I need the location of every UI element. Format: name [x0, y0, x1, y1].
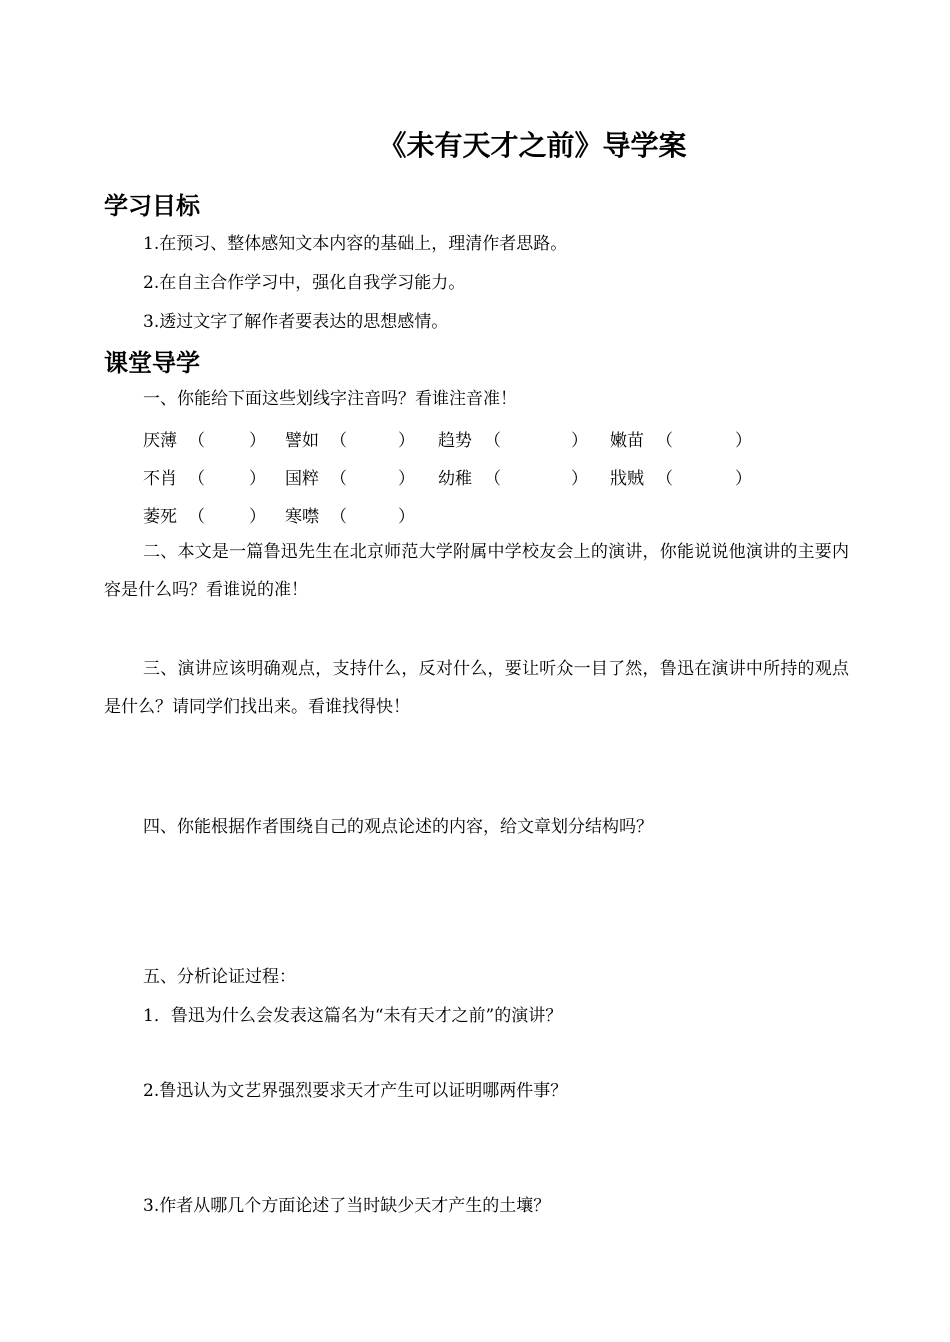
open-paren: （ [330, 431, 347, 451]
close-paren: ） [398, 469, 415, 489]
close-paren: ） [398, 431, 415, 451]
goal-item: 3.透过文字了解作者要表达的思想感情。 [143, 312, 449, 332]
open-paren: （ [484, 469, 501, 489]
close-paren: ） [249, 469, 266, 489]
open-paren: （ [656, 469, 673, 489]
goals-heading: 学习目标 [104, 192, 200, 220]
pinyin-word: 趋势 [438, 431, 472, 451]
pinyin-row [0, 426, 950, 450]
pinyin-word: 不肖 [143, 469, 177, 489]
close-paren: ） [735, 469, 752, 489]
open-paren: （ [330, 507, 347, 527]
question-1: 一、你能给下面这些划线字注音吗？看谁注音准！ [143, 389, 517, 409]
goal-item: 2.在自主合作学习中，强化自我学习能力。 [143, 273, 466, 293]
goal-item: 1.在预习、整体感知文本内容的基础上，理清作者思路。 [143, 234, 568, 254]
open-paren: （ [656, 431, 673, 451]
pinyin-word: 寒噤 [285, 507, 319, 527]
open-paren: （ [330, 469, 347, 489]
pinyin-row [0, 464, 950, 488]
pinyin-word: 国粹 [285, 469, 319, 489]
close-paren: ） [249, 507, 266, 527]
question-2: 二、本文是一篇鲁迅先生在北京师范大学附属中学校友会上的演讲，你能说说他演讲的主要内容是什么吗？看谁说的准！ [104, 542, 849, 600]
guide-heading: 课堂导学 [104, 349, 200, 377]
page-title: 《未有天才之前》导学案 [378, 129, 687, 162]
close-paren: ） [571, 431, 588, 451]
question-5-item: 2.鲁迅认为文艺界强烈要求天才产生可以证明哪两件事？ [143, 1081, 568, 1101]
close-paren: ） [249, 431, 266, 451]
question-3: 三、演讲应该明确观点，支持什么，反对什么，要让听众一目了然，鲁迅在演讲中所持的观点是什么？请同学们找出来。看谁找得快！ [104, 659, 849, 717]
open-paren: （ [188, 469, 205, 489]
open-paren: （ [188, 507, 205, 527]
open-paren: （ [188, 431, 205, 451]
close-paren: ） [398, 507, 415, 527]
pinyin-row [0, 502, 950, 526]
question-4: 四、你能根据作者围绕自己的观点论述的内容，给文章划分结构吗？ [143, 817, 653, 837]
pinyin-word: 嫩苗 [610, 431, 644, 451]
question-5-item: 3.作者从哪几个方面论述了当时缺少天才产生的土壤？ [143, 1196, 551, 1216]
question-5: 五、分析论证过程： [143, 967, 296, 987]
close-paren: ） [571, 469, 588, 489]
pinyin-word: 萎死 [143, 507, 177, 527]
open-paren: （ [484, 431, 501, 451]
pinyin-word: 戕贼 [610, 469, 644, 489]
pinyin-word: 厌薄 [143, 431, 177, 451]
pinyin-word: 幼稚 [438, 469, 472, 489]
pinyin-word: 譬如 [285, 431, 319, 451]
close-paren: ） [735, 431, 752, 451]
question-5-item: 1．鲁迅为什么会发表这篇名为“未有天才之前”的演讲？ [143, 1006, 563, 1026]
